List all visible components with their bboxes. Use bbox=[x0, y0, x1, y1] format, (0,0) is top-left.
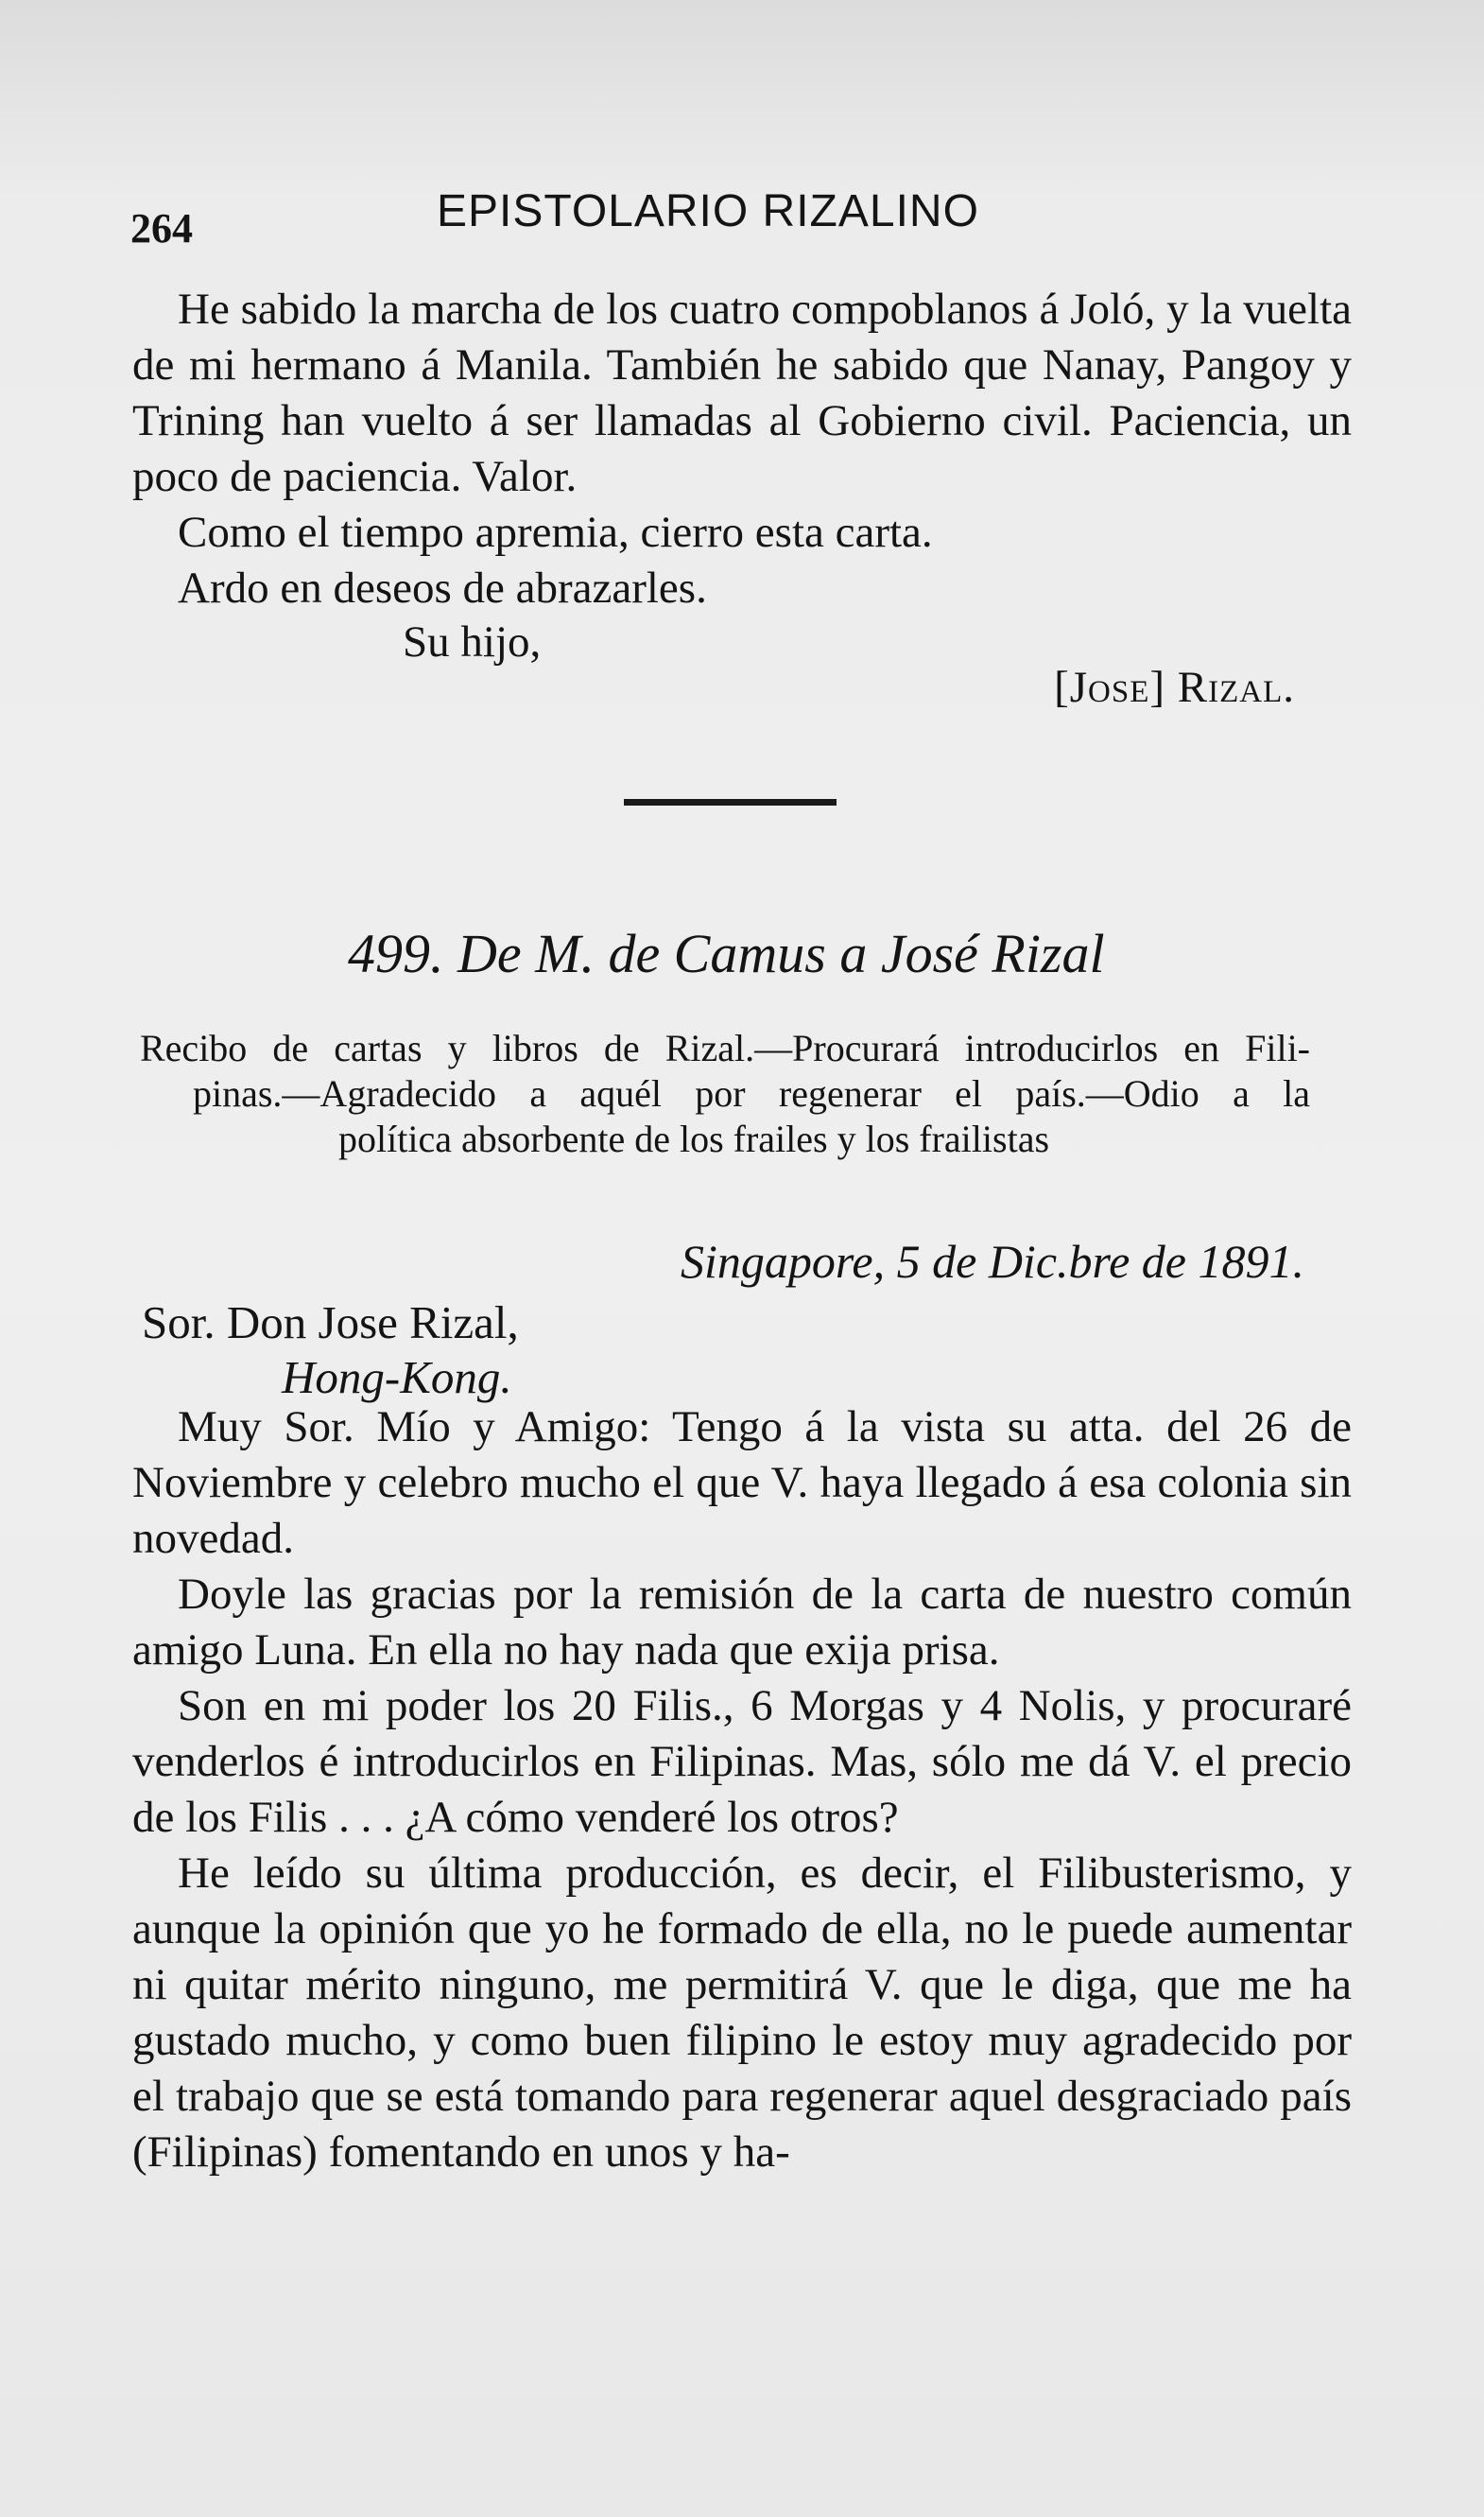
section-divider bbox=[624, 799, 837, 806]
summary-line: pinas.—Agradecido a aquél por regenerar el país.—Odio a la bbox=[193, 1072, 1310, 1115]
summary-line: política absorbente de los frailes y los frailistas bbox=[338, 1118, 1050, 1160]
paragraph: Doyle las gracias por la remisión de la carta de nuestro común amigo Luna. En ella no hay nada que exija prisa. bbox=[132, 1570, 1352, 1675]
addressee-block bbox=[142, 1295, 519, 1405]
paragraph: Son en mi poder los 20 Filis., 6 Morgas y 4 Nolis, y procuraré venderlos é introducirlos en Filipinas. Mas, sólo me dá V. el precio de los Filis . . . ¿A cómo venderé los otros? bbox=[132, 1681, 1352, 1842]
letter-heading: 499. De M. de Camus a José Rizal bbox=[348, 923, 1105, 984]
running-title: EPISTOLARIO RIZALINO bbox=[437, 186, 979, 236]
addressee: Sor. Don Jose Rizal, bbox=[142, 1296, 519, 1348]
letter-summary bbox=[140, 1026, 1310, 1162]
paragraph: Muy Sor. Mío y Amigo: Tengo á la vista su atta. del 26 de Noviembre y celebro mucho el que V. haya llegado á esa colonia sin novedad. bbox=[132, 1402, 1352, 1563]
signature: [Jose] Rizal. bbox=[1054, 663, 1295, 712]
addressee-place: Hong-Kong. bbox=[282, 1351, 512, 1403]
running-head bbox=[125, 185, 1344, 261]
paragraph: Como el tiempo apremia, cierro esta carta. bbox=[178, 508, 933, 557]
paragraph: He leído su última producción, es decir, el Filibusterismo, y aunque la opinión que yo he formado de ella, no le puede aumentar ni quitar mérito ninguno, me permitirá V. que le diga, que me ha gustado mucho, y como buen filipino le estoy muy agradecido por el trabajo que se está tomando para regenerar aquel desgraciado país (Filipinas) fomentando en unos y ha- bbox=[132, 1849, 1352, 2177]
closing-line: Su hijo, bbox=[403, 617, 542, 667]
page-number: 264 bbox=[130, 205, 193, 252]
paragraph: He sabido la marcha de los cuatro compoblanos á Joló, y la vuelta de mi hermano á Manila. También he sabido que Nanay, Pangoy y Trining han vuelto á ser llamadas al Gobierno civil. Paciencia, un poco de paciencia. Valor. bbox=[132, 285, 1352, 501]
summary-line: Recibo de cartas y libros de Rizal.—Procurará introducirlos en Fili- bbox=[140, 1027, 1310, 1069]
letter-body bbox=[132, 1399, 1352, 2180]
previous-letter-body bbox=[132, 282, 1352, 616]
paragraph: Ardo en deseos de abrazarles. bbox=[178, 564, 707, 613]
dateline: Singapore, 5 de Dic.bre de 1891. bbox=[680, 1235, 1304, 1288]
